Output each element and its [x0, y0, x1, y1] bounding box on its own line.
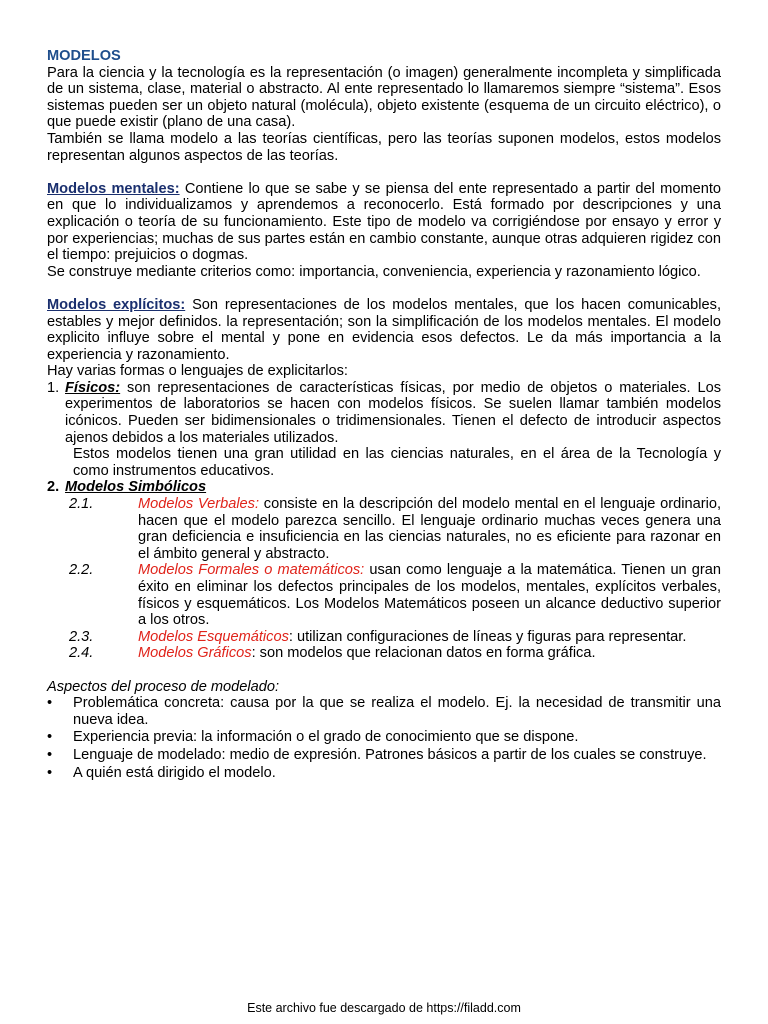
document-body — [47, 48, 721, 782]
modeling-aspects-list — [47, 695, 721, 781]
sub-item-number: 2.2. — [69, 562, 94, 579]
sub-item-schematic — [69, 629, 721, 646]
explicit-models-paragraph — [47, 297, 721, 363]
explicit-models-heading: Modelos explícitos: — [47, 296, 186, 313]
schematic-models-heading: Modelos Esquemáticos — [138, 628, 289, 645]
list-number: 2. — [47, 479, 60, 496]
physical-models-usage: Estos modelos tienen una gran utilidad en las ciencias naturales, en el área de la Tecnología y como instrumentos educativos. — [73, 446, 721, 479]
explicit-models-text: Son representaciones de los modelos mentales, que los hacen comunicables, estables y mejor definidos. la representación; son la simplificación de los modelos mentales. El modelo explicito influye sobre el mental y pone en evidencia esos defectos. Le da más importancia a la experiencia y razonamiento. — [47, 296, 721, 363]
download-footer: Este archivo fue descargado de https://filadd.com — [247, 1001, 521, 1015]
modeling-aspects-heading: Aspectos del proceso de modelado: — [47, 678, 280, 695]
mental-models-paragraph — [47, 181, 721, 264]
list-item: • Lenguaje de modelado: medio de expresión. Patrones básicos a partir de los cuales se construye. — [47, 746, 707, 763]
graphic-models-text: : son modelos que relacionan datos en forma gráfica. — [251, 645, 596, 662]
bullet-icon: • — [47, 729, 53, 746]
list-item: • Experiencia previa: la información o el grado de conocimiento que se dispone. — [47, 729, 579, 746]
mental-models-heading: Modelos mentales: — [47, 180, 180, 197]
sub-item-number: 2.3. — [69, 628, 94, 645]
physical-models-item — [47, 380, 721, 446]
sub-item-number: 2.4. — [69, 645, 94, 662]
symbolic-models-heading: Modelos Simbólicos — [65, 479, 207, 496]
mental-models-criteria: Se construye mediante criterios como: importancia, conveniencia, experiencia y razonamiento lógico. — [47, 263, 701, 280]
intro-paragraph-1: Para la ciencia y la tecnología es la representación (o imagen) generalmente incompleta y simplificada de un sistema, clase, material o abstracto. Al ente representado lo llamaremos siempre “sistema”. Esos sistemas pueden ser un objeto natural (molécula), objeto existente (esquema de un circuito eléctrico), o que puede existir (plano de una casa). — [47, 64, 721, 131]
bullet-icon: • — [47, 746, 53, 763]
bullet-icon: • — [47, 695, 53, 712]
list-number: 1. — [47, 379, 60, 396]
intro-paragraph-2: También se llama modelo a las teorías científicas, pero las teorías suponen modelos, estos modelos representan algunos aspectos de las teorías. — [47, 130, 721, 164]
sub-item-graphic — [69, 645, 721, 662]
graphic-models-heading: Modelos Gráficos — [138, 645, 252, 662]
symbolic-models-item — [47, 479, 721, 496]
bullet-icon: • — [47, 764, 53, 781]
list-item: • A quién está dirigido el modelo. — [47, 764, 276, 781]
sub-item-number: 2.1. — [69, 496, 94, 513]
verbal-models-heading: Modelos Verbales: — [138, 496, 260, 513]
page-title: MODELOS — [47, 48, 121, 64]
physical-models-text: son representaciones de características físicas, por medio de objetos o materiales. Los experimentos de laboratorios se hacen con modelos físicos. Se suelen llamar también modelos icónicos. Pueden ser bidimensionales o tridimensionales. Tienen el defecto de introducir aspectos ajenos debidos a los materiales utilizados. — [65, 379, 721, 446]
formal-models-heading: Modelos Formales o matemáticos: — [138, 562, 365, 579]
physical-models-heading: Físicos: — [65, 379, 121, 396]
list-item: • Problemática concreta: causa por la que se realiza el modelo. Ej. la necesidad de transmitir una nueva idea. — [47, 695, 721, 728]
explicit-models-forms: Hay varias formas o lenguajes de explicitarlos: — [47, 363, 348, 380]
mental-models-text: Contiene lo que se sabe y se piensa del ente representado a partir del momento en que lo individualizamos y aprendemos a reconocerlo. Está formado por descripciones y una explicación o teoría de su funcionamiento. Este tipo de modelo va corrigiéndose por ensayo y error y por experiencias; muchas de sus partes están en cambio constante, aunque otras adquieren rigidez con el tiempo: prejuicios o dogmas. — [47, 180, 722, 264]
formal-models-text: usan como lenguaje a la matemática. Tienen un gran éxito en eliminar los defectos principales de los modelos, mentales, explícitos verbales, físicos y esquemáticos. Los Modelos Matemáticos poseen un alcance deductivo superior a los otros. — [138, 562, 721, 629]
sub-item-verbal — [69, 496, 721, 562]
verbal-models-text: consiste en la descripción del modelo mental en el lenguaje ordinario, hacen que el modelo parezca sencillo. El lenguaje ordinario muchas veces genera una gran deficiencia e insuficiencia en las ciencias naturales, no es eficiente para razonar en el ámbito general y abstracto. — [138, 496, 721, 562]
schematic-models-text: : utilizan configuraciones de líneas y figuras para representar. — [288, 628, 687, 645]
sub-item-formal — [69, 562, 721, 628]
